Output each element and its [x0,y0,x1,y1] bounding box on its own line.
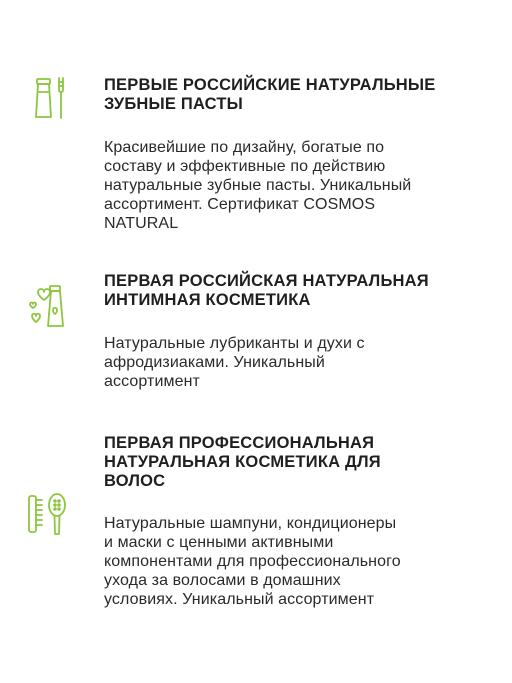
section-description: Натуральные шампуни, кондиционеры и маски с ценными активными компонентами для профессионального ухода за волосами в домашних условиях. Уникальный ассортимент [104,515,401,608]
comb-hairbrush-icon [26,490,70,538]
section-description: Натуральные лубриканты и духи с афродизиаками. Уникальный ассортимент [104,335,365,390]
intimate-cosmetics-hearts-icon [26,282,70,330]
section-title: ПЕРВАЯ РОССИЙСКАЯ НАТУРАЛЬНАЯ ИНТИМНАЯ КОСМЕТИКА [104,272,429,309]
section-title: ПЕРВЫЕ РОССИЙСКИЕ НАТУРАЛЬНЫЕ ЗУБНЫЕ ПАСТЫ [104,76,436,113]
section-description: Красивейшие по дизайну, богатые по составу и эффективные по действию натуральные зубные пасты. Уникальный ассортимент. Сертификат COSMOS NATURAL [104,139,412,232]
toothpaste-toothbrush-icon [26,74,70,122]
section-title: ПЕРВАЯ ПРОФЕССИОНАЛЬНАЯ НАТУРАЛЬНАЯ КОСМЕТИКА ДЛЯ ВОЛОС [104,434,381,490]
